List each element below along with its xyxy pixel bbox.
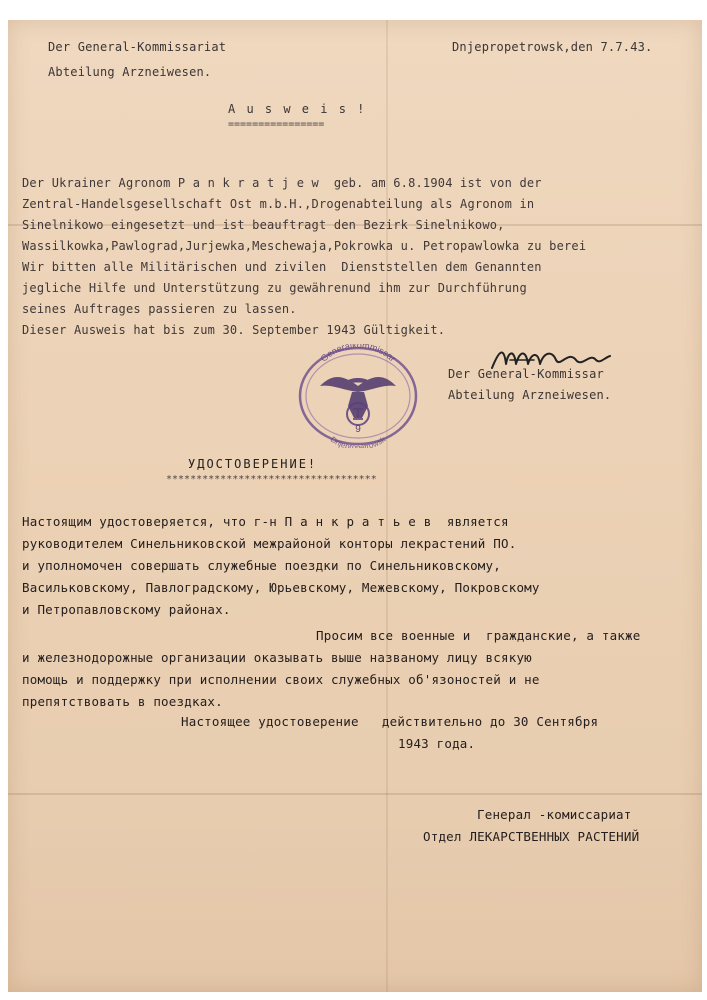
stamp-number: 9 (355, 424, 361, 435)
german-title: A u s w e i s ! (228, 102, 367, 116)
russian-body-line: и Петропавловскому районах. (22, 602, 231, 617)
german-body-line: Zentral-Handelsgesellschaft Ost m.b.H.,Drogenabteilung als Agronom in (22, 197, 535, 211)
official-stamp (292, 344, 424, 448)
german-body-line: Dieser Ausweis hat bis zum 30. September 1943 Gültigkeit. (22, 323, 446, 337)
russian-sign-line2: Отдел ЛЕКАРСТВЕННЫХ РАСТЕНИЙ (423, 829, 640, 844)
russian-title-underline: *********************************** (166, 474, 377, 485)
stamp-bottom-text: Dnjepropetrowsk (328, 434, 388, 448)
german-body-line: Der Ukrainer Agronom P a n k r a t j e w geb. am 6.8.1904 ist von der (22, 176, 542, 190)
russian-body-line: Васильковскому, Павлоградскому, Юрьевскому, Межевскому, Покровскому (22, 580, 540, 595)
russian-validity-line1: Настоящее удостоверение действительно до 30 Сентября (181, 714, 599, 729)
german-sign-line2: Abteilung Arzneiwesen. (448, 388, 612, 402)
german-title-underline: ================ (228, 119, 325, 130)
german-body-line: Sinelnikowo eingesetzt und ist beauftragt den Bezirk Sinelnikowo, (22, 218, 505, 232)
russian-request-line: помощь и поддержку при исполнении своих служебных об'язоностей и не (22, 672, 540, 687)
header-left-line1: Der General-Kommissariat (48, 40, 227, 54)
russian-title: УДОСТОВЕРЕНИЕ! (188, 457, 318, 471)
russian-request-line: Просим все военные и гражданские, а также (316, 628, 641, 643)
stamp-top-text: Generalkommissar (318, 344, 398, 364)
russian-body-line: Настоящим удостоверяется, что г-н П а н к р а т ь е в является (22, 514, 509, 529)
russian-sign-line1: Генерал -комиссариат (477, 807, 632, 822)
russian-body-line: руководителем Синельниковской межрайоной конторы лекрастений ПО. (22, 536, 517, 551)
fold-line (8, 793, 702, 795)
russian-request-line: препятствовать в поездках. (22, 694, 223, 709)
russian-body-line: и уполномочен совершать служебные поездки по Синельниковскому, (22, 558, 501, 573)
russian-request-line: и железнодорожные организации оказывать выше названому лицу всякую (22, 650, 532, 665)
german-sign-line1: Der General-Kommissar (448, 367, 604, 381)
fold-line (386, 20, 388, 992)
german-body-line: seines Auftrages passieren zu lassen. (22, 302, 297, 316)
header-left-line2: Abteilung Arzneiwesen. (48, 65, 212, 79)
german-body-line: Wir bitten alle Militärischen und zivilen Dienststellen dem Genannten (22, 260, 542, 274)
russian-validity-line2: 1943 года. (398, 736, 476, 751)
svg-text:Dnjepropetrowsk (329, 434, 388, 448)
header-date-line: Dnjepropetrowsk,den 7.7.43. (452, 40, 653, 54)
german-body-line: jegliche Hilfe und Unterstützung zu gewährenund ihm zur Durchführung (22, 281, 527, 295)
german-body-line: Wassilkowka,Pawlograd,Jurjewka,Meschewaja,Pokrowka u. Petropawlowka zu berei (22, 239, 587, 253)
